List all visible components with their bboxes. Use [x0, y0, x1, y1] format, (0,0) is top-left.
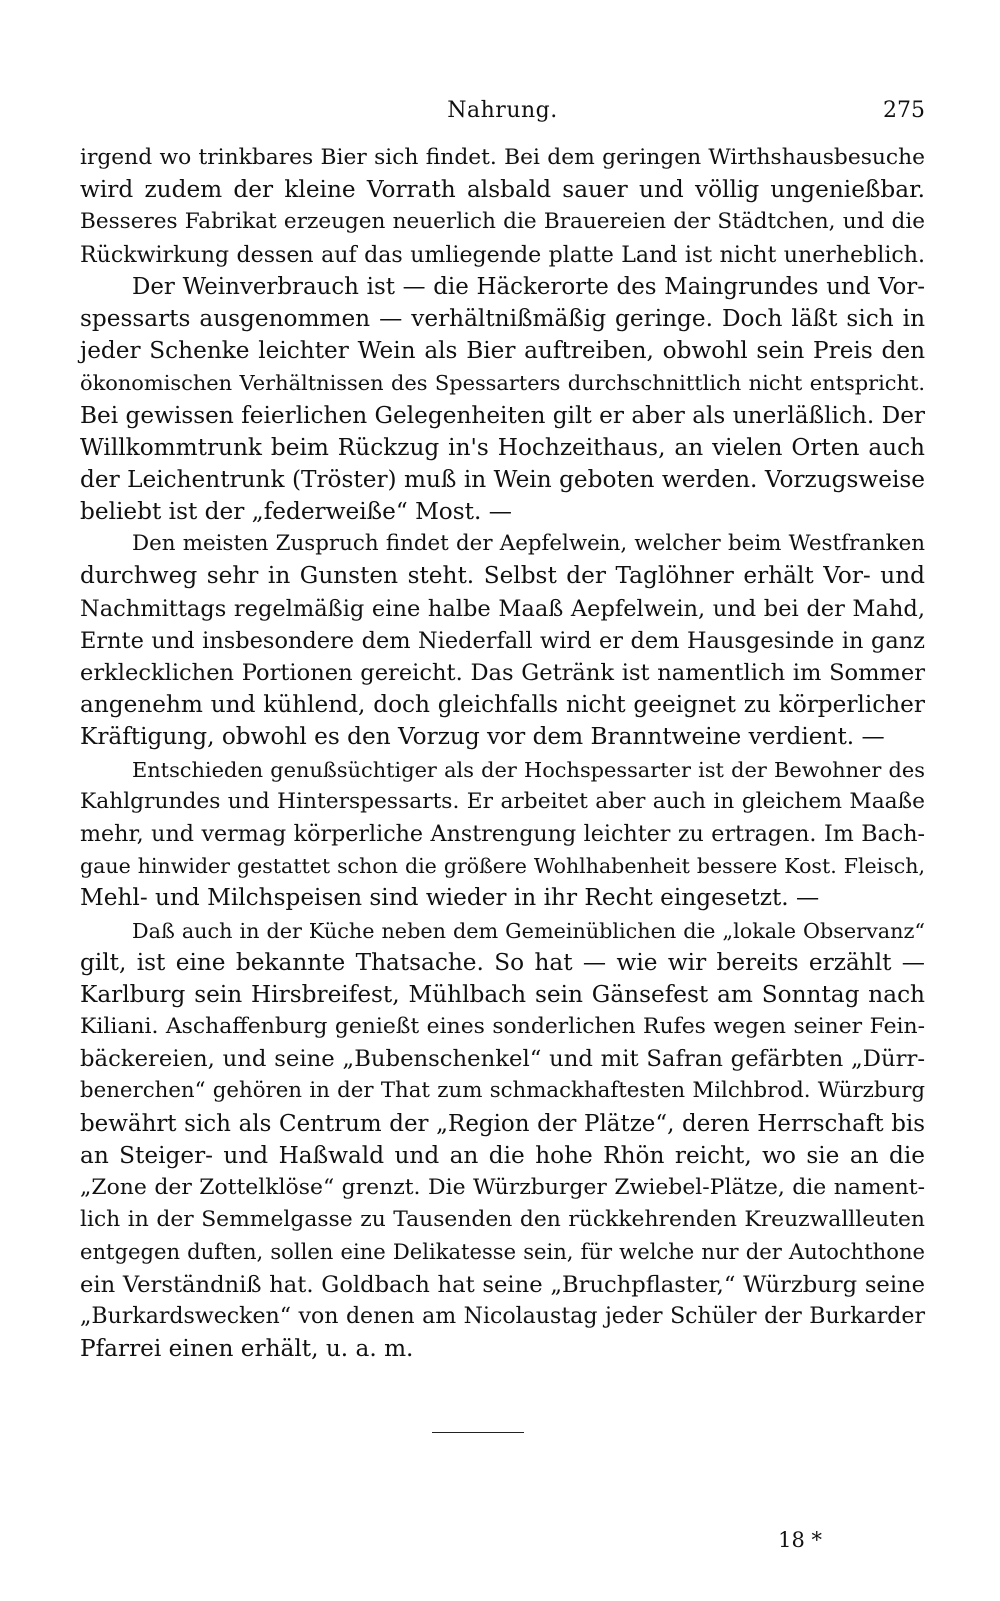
text-line: Karlburg sein Hirsbreifest, Mühlbach sein Gänsefest am Sonntag nach [80, 980, 925, 1008]
text-line: durchweg sehr in Gunsten steht. Selbst der Taglöhner erhält Vor- und [80, 562, 925, 590]
page-number: 275 [883, 98, 925, 123]
text-line: Nachmittags regelmäßig eine halbe Maaß Aepfelwein, und bei der Mahd, [80, 595, 925, 622]
text-line: benerchen“ gehören in der That zum schmackhaftesten Milchbrod. Würzburg [80, 1078, 925, 1104]
text-line: Kräftigung, obwohl es den Vorzug vor dem Branntweine verdient. — [80, 723, 885, 751]
text-line: Bei gewissen feierlichen Gelegenheiten gilt er aber als unerläßlich. Der [80, 401, 925, 429]
text-line: gaue hinwider gestattet schon die größere Wohlhabenheit bessere Kost. Fleisch, [80, 854, 925, 879]
text-line: erklecklichen Portionen gereicht. Das Getränk ist namentlich im Sommer [80, 660, 925, 686]
text-line: Pfarrei einen erhält, u. a. m. [80, 1334, 414, 1362]
text-line: angenehm und kühlend, doch gleichfalls nicht geeignet zu körperlicher [80, 691, 925, 719]
paragraph [80, 915, 925, 1366]
sheet-signature: 18 * [778, 1528, 822, 1552]
running-head [80, 98, 925, 132]
text-line: mehr, und vermag körperliche Anstrengung leichter zu ertragen. Im Bach- [80, 820, 925, 847]
text-line: spessarts ausgenommen — verhältnißmäßig geringe. Doch läßt sich in [80, 304, 925, 332]
text-line: gilt, ist eine bekannte Thatsache. So hat — wie wir bereits erzählt — [80, 948, 925, 976]
text-line: an Steiger- und Haßwald und an die hohe Rhön reicht, wo sie an die [80, 1141, 925, 1169]
text-line: wird zudem der kleine Vorrath alsbald sauer und völlig ungenießbar. [80, 176, 925, 204]
paragraph [80, 271, 925, 529]
text-line: Den meisten Zuspruch findet der Aepfelwein, welcher beim Westfranken [132, 531, 925, 557]
text-line: „Burkardswecken“ von denen am Nicolaustag jeder Schüler der Burkarder [80, 1303, 925, 1329]
text-line: beliebt ist der „federweiße“ Most. — [80, 498, 512, 526]
text-line: Kiliani. Aschaffenburg genießt eines sonderlichen Rufes wegen seiner Fein- [80, 1014, 925, 1040]
text-line: bewährt sich als Centrum der „Region der Plätze“, deren Herrschaft bis [80, 1110, 925, 1137]
text-line: jeder Schenke leichter Wein als Bier auftreiben, obwohl sein Preis den [80, 337, 925, 365]
text-line: „Zone der Zottelklöse“ grenzt. Die Würzburger Zwiebel-Plätze, die nament- [80, 1175, 925, 1200]
text-line: Kahlgrundes und Hinterspessarts. Er arbeitet aber auch in gleichem Maaße [80, 788, 925, 814]
text-line: lich in der Semmelgasse zu Tausenden den rückkehrenden Kreuzwallleuten [80, 1207, 925, 1233]
running-title: Nahrung. [447, 98, 558, 123]
text-line: Rückwirkung dessen auf das umliegende platte Land ist nicht unerheblich. [80, 241, 925, 268]
body-text [80, 142, 925, 1365]
text-line: ökonomischen Verhältnissen des Spessarters durchschnittlich nicht entspricht. [80, 371, 925, 396]
text-line: entgegen duften, sollen eine Delikatesse sein, für welche nur der Autochthone [80, 1239, 925, 1265]
paragraph [80, 754, 925, 915]
text-line: Daß auch in der Küche neben dem Gemeinüblichen die „lokale Observanz“ [132, 918, 925, 943]
text-line: Mehl- und Milchspeisen sind wieder in ihr Recht eingesetzt. — [80, 884, 820, 912]
section-end-rule [432, 1432, 524, 1433]
text-line: ein Verständniß hat. Goldbach hat seine „Bruchpflaster,“ Würzburg seine [80, 1271, 925, 1298]
text-line: bäckereien, und seine „Bubenschenkel“ und mit Safran gefärbten „Dürr- [80, 1046, 925, 1073]
text-line: Besseres Fabrikat erzeugen neuerlich die Brauereien der Städtchen, und die [80, 209, 925, 235]
text-line: Willkommtrunk beim Rückzug in's Hochzeithaus, an vielen Orten auch [80, 433, 925, 461]
text-line: der Leichentrunk (Tröster) muß in Wein geboten werden. Vorzugsweise [80, 465, 925, 493]
text-line: Ernte und insbesondere dem Niederfall wird er dem Hausgesinde in ganz [80, 627, 925, 654]
text-line: Der Weinverbrauch ist — die Häckerorte des Maingrundes und Vor- [132, 273, 925, 300]
paragraph [80, 142, 925, 271]
text-line: irgend wo trinkbares Bier sich findet. Bei dem geringen Wirthshausbesuche [80, 145, 925, 170]
paragraph [80, 528, 925, 753]
text-line: Entschieden genußsüchtiger als der Hochspessarter ist der Bewohner des [132, 757, 925, 782]
